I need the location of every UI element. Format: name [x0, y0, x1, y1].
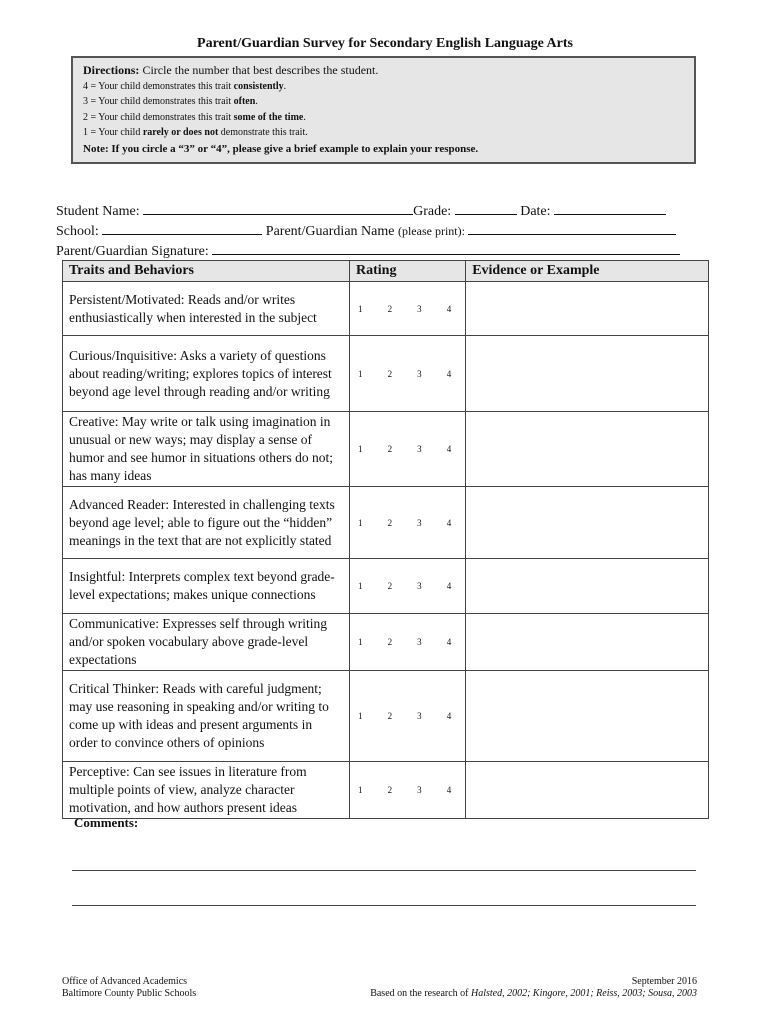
rating-option[interactable]: 1	[358, 581, 363, 591]
footer-research-refs: Halsted, 2002; Kingore, 2001; Reiss, 2003; Sousa, 2003	[470, 988, 697, 999]
directions-heading: Directions: Circle the number that best describes the student.	[83, 63, 379, 77]
rating-option[interactable]: 2	[387, 581, 393, 591]
grade-field[interactable]	[455, 200, 517, 215]
trait-cell: Curious/Inquisitive: Asks a variety of questions about reading/writing; explores topics of interest beyond age level through reading and/or writing	[63, 336, 350, 412]
rating-option[interactable]: 3	[417, 303, 422, 314]
evidence-cell[interactable]	[466, 282, 709, 336]
trait-cell: Creative: May write or talk using imagination in unusual or new ways; may display a sense of humor and see humor in situations others do not; has many ideas	[63, 412, 350, 487]
rating-option[interactable]: 4	[446, 444, 452, 454]
rating-option[interactable]: 3	[417, 581, 422, 591]
rating-cell	[350, 671, 466, 762]
rating-option[interactable]: 4	[446, 785, 452, 795]
rating-option[interactable]: 2	[387, 785, 393, 795]
signature-field[interactable]	[212, 240, 680, 255]
rating-option[interactable]: 3	[417, 637, 422, 647]
rating-option[interactable]: 1	[358, 637, 363, 647]
table-row	[63, 671, 709, 762]
school-label: School:	[56, 224, 99, 239]
directions-box	[71, 56, 696, 164]
rating-option[interactable]: 3	[417, 711, 422, 721]
evidence-cell[interactable]	[466, 412, 709, 487]
rating-option[interactable]: 1	[358, 444, 363, 454]
rating-option[interactable]: 1	[358, 303, 363, 314]
rating-option[interactable]: 2	[387, 368, 393, 379]
trait-cell: Insightful: Interprets complex text beyond grade-level expectations; makes unique connections	[63, 559, 350, 614]
rating-option[interactable]: 3	[417, 444, 422, 454]
table-row	[63, 412, 709, 487]
table-row	[63, 336, 709, 412]
header-traits: Traits and Behaviors	[63, 261, 350, 282]
directions-note: Note: If you circle a “3” or “4”, please give a brief example to explain your response.	[83, 142, 479, 155]
rating-option[interactable]: 4	[446, 303, 452, 314]
trait-cell: Critical Thinker: Reads with careful judgment; may use reasoning in speaking and/or writing to come up with ideas and present arguments in order to convince others of opinions	[63, 671, 350, 762]
rating-option[interactable]: 4	[446, 517, 452, 528]
evidence-cell[interactable]	[466, 671, 709, 762]
evidence-cell[interactable]	[466, 487, 709, 559]
signature-label: Parent/Guardian Signature:	[56, 244, 209, 259]
rating-option[interactable]: 3	[417, 785, 422, 795]
rating-option[interactable]: 2	[387, 517, 393, 528]
grade-label: Grade:	[413, 204, 452, 219]
trait-cell: Communicative: Expresses self through writing and/or spoken vocabulary above grade-level expectations	[63, 614, 350, 671]
date-label: Date:	[520, 204, 551, 219]
guardian-name-field[interactable]	[468, 220, 676, 235]
footer-office: Office of Advanced Academics	[62, 976, 188, 987]
rating-cell	[350, 559, 466, 614]
evidence-cell[interactable]	[466, 336, 709, 412]
page-title: Parent/Guardian Survey for Secondary English Language Arts	[197, 36, 573, 51]
date-field[interactable]	[554, 200, 666, 215]
evidence-cell[interactable]	[466, 559, 709, 614]
rating-cell	[350, 487, 466, 559]
trait-cell: Advanced Reader: Interested in challenging texts beyond age level; able to figure out the “hidden” meanings in the text that are not explicitly stated	[63, 487, 350, 559]
rating-option[interactable]: 2	[387, 303, 393, 314]
rating-option[interactable]: 3	[417, 517, 422, 528]
rating-option[interactable]: 4	[446, 581, 452, 591]
rating-option[interactable]: 2	[387, 637, 393, 647]
table-row	[63, 559, 709, 614]
footer-district: Baltimore County Public Schools	[62, 988, 197, 999]
evidence-cell[interactable]	[466, 762, 709, 819]
rating-option[interactable]: 1	[358, 517, 363, 528]
rating-option[interactable]: 1	[358, 785, 363, 795]
rating-cell	[350, 762, 466, 819]
header-rating: Rating	[350, 261, 466, 282]
comments-label: Comments:	[74, 815, 139, 830]
table-row	[63, 614, 709, 671]
rating-option[interactable]: 1	[358, 368, 363, 379]
rating-option[interactable]: 2	[387, 444, 393, 454]
rating-cell	[350, 282, 466, 336]
scale-item: 4 = Your child demonstrates this trait consistently.	[83, 80, 287, 92]
rating-option[interactable]: 2	[387, 711, 393, 721]
trait-cell: Perceptive: Can see issues in literature from multiple points of view, analyze character motivation, and how authors present ideas	[63, 762, 350, 819]
footer-right	[370, 976, 697, 1000]
rating-cell	[350, 412, 466, 487]
rating-option[interactable]: 4	[446, 368, 452, 379]
table-row	[63, 487, 709, 559]
rating-cell	[350, 614, 466, 671]
footer-left	[62, 976, 196, 1000]
table-row	[63, 762, 709, 819]
school-field[interactable]	[102, 220, 262, 235]
trait-cell: Persistent/Motivated: Reads and/or writes enthusiastically when interested in the subject	[63, 282, 350, 336]
guardian-name-label: Parent/Guardian Name	[265, 224, 395, 239]
scale-item: 3 = Your child demonstrates this trait often.	[83, 96, 258, 107]
rating-option[interactable]: 1	[358, 711, 363, 721]
footer-date: September 2016	[631, 976, 697, 987]
student-name-field[interactable]	[143, 200, 413, 215]
header-evidence: Evidence or Example	[466, 261, 709, 282]
evidence-cell[interactable]	[466, 614, 709, 671]
footer-research: Based on the research of Halsted, 2002; Kingore, 2001; Reiss, 2003; Sousa, 2003	[370, 988, 697, 999]
table-row	[63, 282, 709, 336]
student-info-line	[56, 200, 666, 220]
school-info-line	[56, 220, 676, 240]
comment-line[interactable]	[72, 905, 696, 906]
rating-option[interactable]: 4	[446, 637, 452, 647]
guardian-name-hint: (please print):	[397, 224, 465, 238]
student-name-label: Student Name:	[56, 204, 140, 219]
rating-option[interactable]: 4	[446, 711, 452, 721]
rating-option[interactable]: 3	[417, 368, 422, 379]
survey-table	[62, 260, 709, 819]
comment-line[interactable]	[72, 870, 696, 871]
scale-item: 1 = Your child rarely or does not demonstrate this trait.	[83, 127, 308, 138]
table-header-row	[63, 261, 709, 282]
rating-cell	[350, 336, 466, 412]
scale-item: 2 = Your child demonstrates this trait some of the time.	[83, 111, 306, 123]
signature-line	[56, 240, 680, 260]
